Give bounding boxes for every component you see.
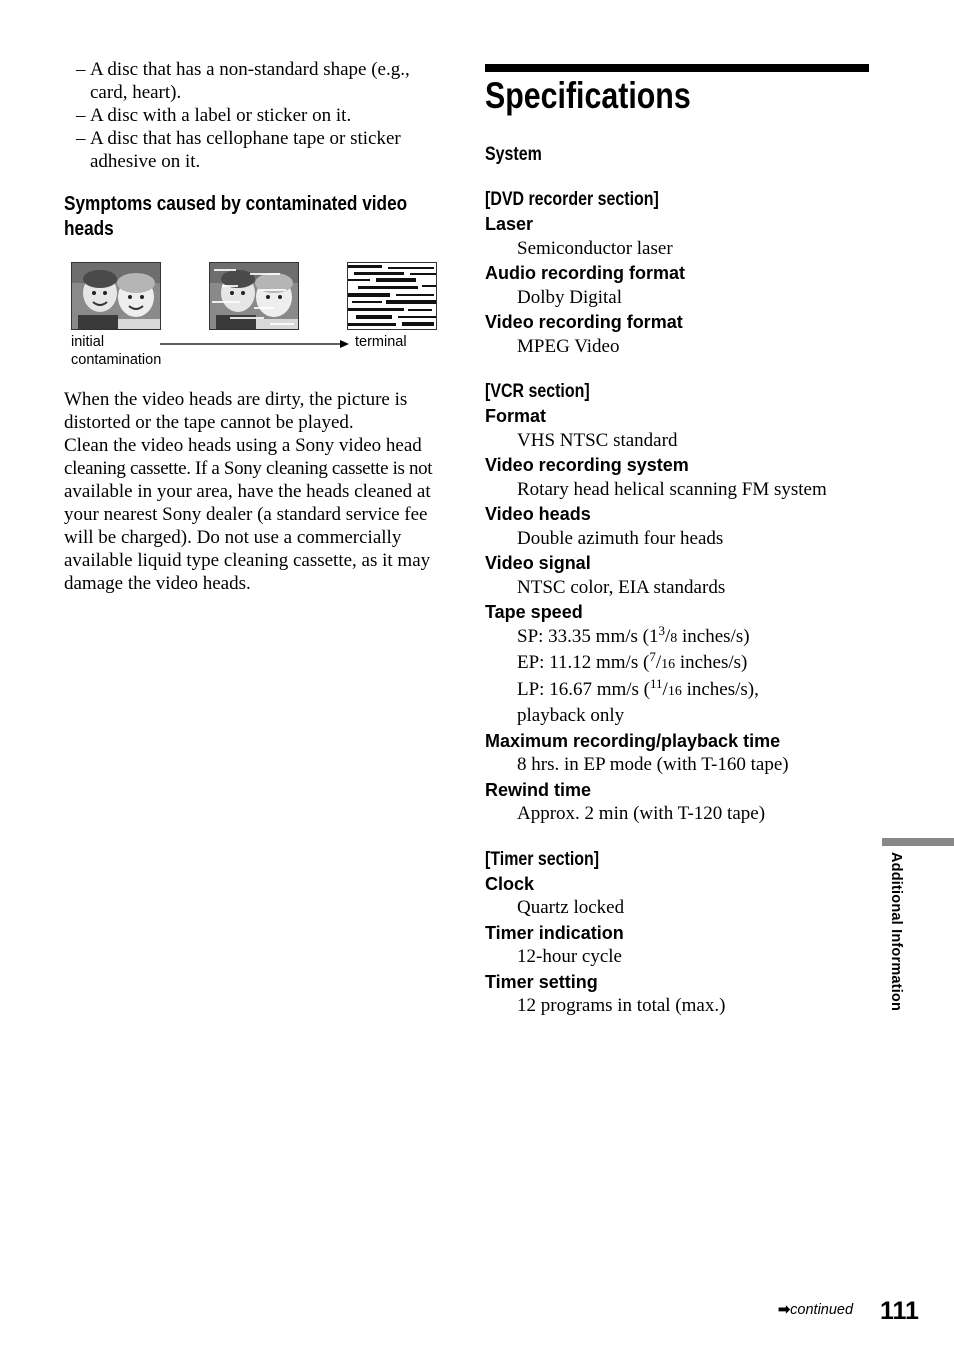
spec-label: Clock xyxy=(485,873,535,894)
timer-section-heading: [Timer section] xyxy=(485,848,600,870)
dvd-section-heading: [DVD recorder section] xyxy=(485,189,659,210)
list-item: – A disc that has a non-standard shape (e.g., xyxy=(76,59,410,80)
system-heading: System xyxy=(485,144,542,165)
spec-label: Format xyxy=(485,406,547,426)
symptoms-heading: Symptoms caused by contaminated video heads xyxy=(64,193,408,240)
spec-value: Semiconductor laser xyxy=(517,237,673,259)
spec-label: Timer indication xyxy=(485,922,624,943)
spec-label: Video recording format xyxy=(485,312,683,332)
spec-value: Approx. 2 min (with T-120 tape) xyxy=(517,803,766,824)
spec-value: VHS NTSC standard xyxy=(517,429,678,451)
list-item: card, heart). xyxy=(90,82,182,103)
clean-picture-image xyxy=(71,262,161,330)
list-item: adhesive on it. xyxy=(90,151,201,172)
spec-value: playback only xyxy=(517,705,625,726)
spec-label: Rewind time xyxy=(485,779,592,800)
side-tab-label: Additional Information xyxy=(888,852,904,1012)
spec-value: Double azimuth four heads xyxy=(517,527,724,549)
spec-value: 12 programs in total (max.) xyxy=(517,995,726,1016)
list-item: – A disc that has cellophane tape or sticker xyxy=(76,128,401,149)
spec-label: Tape speed xyxy=(485,602,583,622)
page-title: Specifications xyxy=(485,75,691,116)
spec-label: Maximum recording/playback time xyxy=(485,730,781,751)
spec-label: Audio recording format xyxy=(485,263,686,283)
side-tab-bar xyxy=(882,838,954,846)
title-rule xyxy=(485,64,869,72)
disc-list xyxy=(64,58,454,173)
spec-value: 12-hour cycle xyxy=(517,946,622,967)
spec-value: 8 hrs. in EP mode (with T-160 tape) xyxy=(517,754,789,775)
contamination-figure xyxy=(64,262,444,374)
initial-contamination-label: initial contamination xyxy=(71,334,162,368)
terminal-label: terminal xyxy=(355,334,407,350)
continued-note: ➡continued xyxy=(778,1302,854,1318)
specifications-list xyxy=(485,142,885,1019)
spec-label: Video heads xyxy=(485,504,591,524)
spec-value: Rotary head helical scanning FM system xyxy=(517,478,827,500)
spec-label: Timer setting xyxy=(485,971,598,992)
vcr-section-heading: [VCR section] xyxy=(485,381,590,402)
spec-value: MPEG Video xyxy=(517,335,620,357)
spec-value: NTSC color, EIA standards xyxy=(517,576,726,598)
spec-label: Video recording system xyxy=(485,455,689,475)
page-number: 111 xyxy=(880,1297,919,1325)
spec-value: Quartz locked xyxy=(517,897,625,918)
tape-speed-lp: LP: 16.67 mm/s ($^{11}$/16 inches/s), xyxy=(517,675,759,700)
list-item: – A disc with a label or sticker on it. xyxy=(76,105,352,126)
spec-label: Laser xyxy=(485,214,534,234)
fully-contaminated-image xyxy=(347,262,437,330)
spec-value: Dolby Digital xyxy=(517,286,623,308)
tape-speed-ep: EP: 11.12 mm/s ($^7$/16 inches/s) xyxy=(517,649,748,673)
cleaning-paragraph: When the video heads are dirty, the picture is distorted or the tape cannot be played. Clean the video heads using a Sony video head cleaning cassette. If a Sony cleaning cassette is not available in your area, have the heads cleaned at your nearest Sony dealer (a standard service fee will be charged). Do not use a commercially available liquid type cleaning cassette, as it may damage the video heads. xyxy=(64,389,433,594)
partly-contaminated-image xyxy=(209,262,299,330)
progression-arrow-icon xyxy=(160,338,350,350)
tape-speed-sp: SP: 33.35 mm/s ($1^3/8$ inches/s) xyxy=(517,622,750,647)
arrow-right-icon: ➡ xyxy=(778,1302,791,1318)
spec-label: Video signal xyxy=(485,553,591,573)
